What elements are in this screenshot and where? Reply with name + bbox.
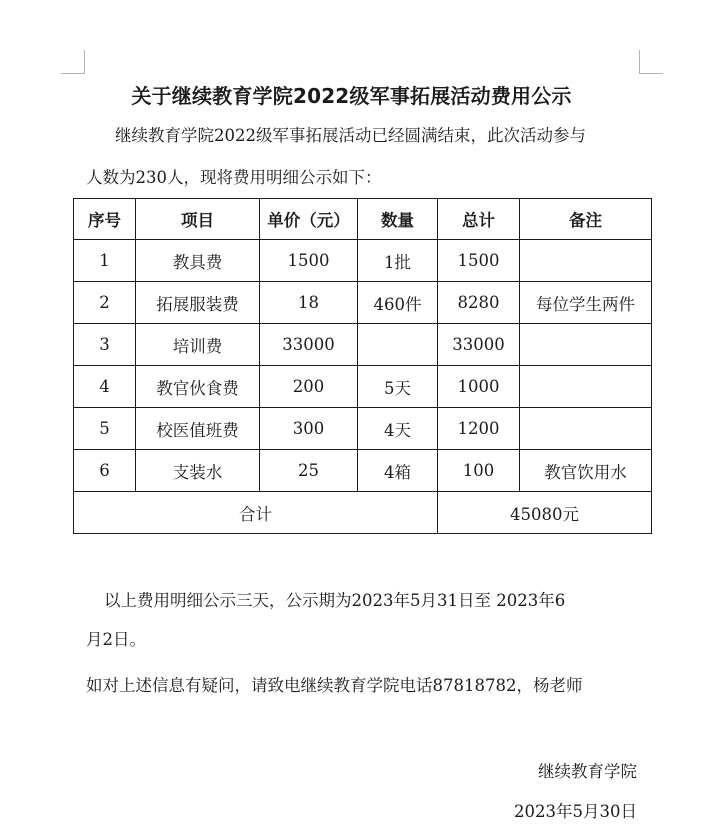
cell-item: 教官伙食费 bbox=[136, 366, 260, 408]
contact-line: 如对上述信息有疑问，请致电继续教育学院电话87818782，杨老师 bbox=[86, 676, 583, 695]
header-qty: 数量 bbox=[358, 199, 438, 240]
cell-item: 支装水 bbox=[136, 450, 260, 492]
notice-line-1: 以上费用明细公示三天，公示期为2023年5月31日至 2023年6 bbox=[104, 591, 566, 610]
cell-qty: 5天 bbox=[358, 366, 438, 408]
intro-line-2: 人数为230人，现将费用明细公示如下： bbox=[86, 168, 382, 187]
table-total-row bbox=[74, 492, 652, 534]
cell-no: 5 bbox=[74, 408, 136, 450]
table-row bbox=[74, 240, 652, 282]
document-title: 关于继续教育学院2022级军事拓展活动费用公示 bbox=[131, 84, 572, 108]
table-row bbox=[74, 450, 652, 492]
fee-table bbox=[73, 198, 652, 534]
cell-note: 每位学生两件 bbox=[520, 282, 652, 324]
cell-price: 18 bbox=[260, 282, 358, 324]
table-row bbox=[74, 324, 652, 366]
intro-line-1: 继续教育学院2022级军事拓展活动已经圆满结束，此次活动参与 bbox=[115, 126, 586, 145]
cell-qty: 4天 bbox=[358, 408, 438, 450]
cell-item: 拓展服装费 bbox=[136, 282, 260, 324]
header-price: 单价（元） bbox=[260, 199, 358, 240]
cell-price: 33000 bbox=[260, 324, 358, 366]
cell-total: 1500 bbox=[438, 240, 520, 282]
cell-qty bbox=[358, 324, 438, 366]
cell-no: 2 bbox=[74, 282, 136, 324]
page-corner-mark-top-right bbox=[639, 73, 663, 74]
header-no: 序号 bbox=[74, 199, 136, 240]
total-value: 45080元 bbox=[438, 492, 652, 534]
signature-date: 2023年5月30日 bbox=[514, 802, 637, 821]
notice-line-2: 月2日。 bbox=[86, 630, 146, 649]
cell-total: 33000 bbox=[438, 324, 520, 366]
cell-note bbox=[520, 240, 652, 282]
cell-no: 3 bbox=[74, 324, 136, 366]
cell-total: 8280 bbox=[438, 282, 520, 324]
table-header-row bbox=[74, 199, 652, 240]
cell-note bbox=[520, 366, 652, 408]
page-corner-mark-top-left bbox=[84, 50, 85, 74]
cell-qty: 460件 bbox=[358, 282, 438, 324]
cell-item: 培训费 bbox=[136, 324, 260, 366]
cell-note bbox=[520, 324, 652, 366]
cell-price: 300 bbox=[260, 408, 358, 450]
total-label: 合计 bbox=[74, 492, 438, 534]
cell-qty: 4箱 bbox=[358, 450, 438, 492]
table-row bbox=[74, 366, 652, 408]
header-total: 总计 bbox=[438, 199, 520, 240]
cell-total: 100 bbox=[438, 450, 520, 492]
cell-price: 1500 bbox=[260, 240, 358, 282]
signature-organization: 继续教育学院 bbox=[538, 762, 637, 781]
cell-qty: 1批 bbox=[358, 240, 438, 282]
header-note: 备注 bbox=[520, 199, 652, 240]
cell-no: 4 bbox=[74, 366, 136, 408]
cell-item: 校医值班费 bbox=[136, 408, 260, 450]
cell-no: 6 bbox=[74, 450, 136, 492]
cell-total: 1000 bbox=[438, 366, 520, 408]
cell-price: 200 bbox=[260, 366, 358, 408]
cell-note bbox=[520, 408, 652, 450]
page-corner-mark-top-right bbox=[639, 50, 640, 74]
cell-note: 教官饮用水 bbox=[520, 450, 652, 492]
table-row bbox=[74, 408, 652, 450]
cell-total: 1200 bbox=[438, 408, 520, 450]
cell-item: 教具费 bbox=[136, 240, 260, 282]
table-row bbox=[74, 282, 652, 324]
cell-price: 25 bbox=[260, 450, 358, 492]
header-item: 项目 bbox=[136, 199, 260, 240]
cell-no: 1 bbox=[74, 240, 136, 282]
page-corner-mark-top-left bbox=[61, 73, 85, 74]
